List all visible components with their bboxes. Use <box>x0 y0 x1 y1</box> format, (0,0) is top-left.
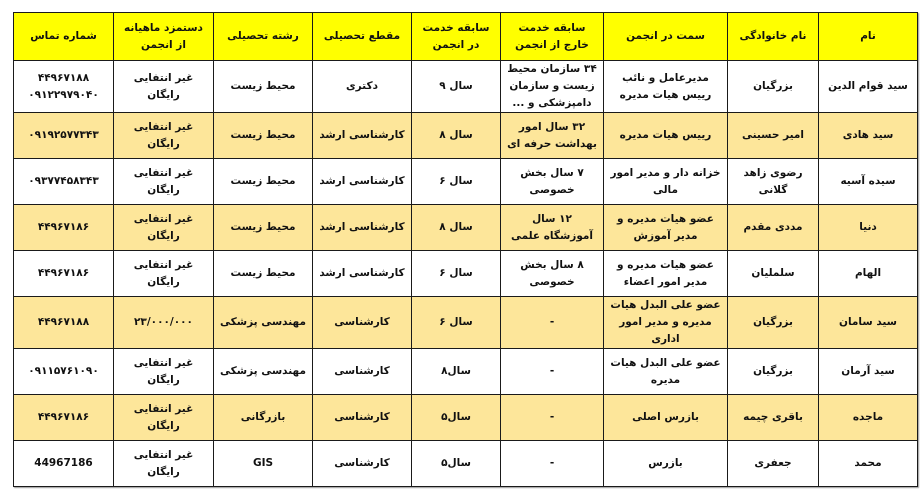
header-first-name: نام <box>819 13 918 61</box>
cell-service-in: سال۸ <box>412 349 501 395</box>
cell-position: عضو هیات مدیره و مدیر امور اعضاء <box>604 251 728 297</box>
cell-last-name: باقری چیمه <box>728 395 819 441</box>
cell-degree: کارشناسی <box>313 395 412 441</box>
cell-position: مدیرعامل و نائب رییس هیات مدیره <box>604 61 728 113</box>
cell-salary: غیر انتفایی رایگان <box>114 349 214 395</box>
table-row <box>14 349 918 395</box>
cell-last-name: امیر حسینی <box>728 113 819 159</box>
cell-field: GIS <box>214 441 313 487</box>
cell-first-name: سید هادی <box>819 113 918 159</box>
cell-position: بازرس اصلی <box>604 395 728 441</box>
header-salary: دستمزد ماهیانه از انجمن <box>114 13 214 61</box>
cell-degree: کارشناسی <box>313 441 412 487</box>
table-row <box>14 395 918 441</box>
cell-phone: ۴۴۹۶۷۱۸۶ <box>14 251 114 297</box>
header-phone: شماره تماس <box>14 13 114 61</box>
cell-degree: دکتری <box>313 61 412 113</box>
cell-service-out: - <box>501 395 604 441</box>
table-row <box>14 441 918 487</box>
cell-service-out: - <box>501 349 604 395</box>
cell-service-out: ۷ سال بخش خصوصی <box>501 159 604 205</box>
cell-service-in: سال۵ <box>412 395 501 441</box>
cell-service-in: سال۵ <box>412 441 501 487</box>
cell-phone: ۰۹۱۹۲۵۷۷۳۴۳ <box>14 113 114 159</box>
cell-first-name: سیده آسیه <box>819 159 918 205</box>
members-table-container <box>13 12 917 487</box>
cell-first-name: ماجده <box>819 395 918 441</box>
cell-degree: کارشناسی <box>313 349 412 395</box>
table-row <box>14 205 918 251</box>
header-position: سمت در انجمن <box>604 13 728 61</box>
cell-service-out: - <box>501 441 604 487</box>
cell-salary: غیر انتفایی رایگان <box>114 251 214 297</box>
cell-phone: ۴۴۹۶۷۱۸۶ <box>14 205 114 251</box>
cell-position: عضو علی البدل هیات مدیره و مدیر امور اداری <box>604 297 728 349</box>
cell-field: بازرگانی <box>214 395 313 441</box>
cell-last-name: بزرگیان <box>728 61 819 113</box>
cell-last-name: سلملیان <box>728 251 819 297</box>
cell-degree: کارشناسی ارشد <box>313 159 412 205</box>
cell-degree: کارشناسی ارشد <box>313 205 412 251</box>
cell-position: رییس هیات مدیره <box>604 113 728 159</box>
cell-phone: ۴۴۹۶۷۱۸۸ ۰۹۱۲۲۹۷۹۰۴۰ <box>14 61 114 113</box>
cell-field: مهندسی پزشکی <box>214 297 313 349</box>
cell-phone: ۰۹۱۱۵۷۶۱۰۹۰ <box>14 349 114 395</box>
header-field: رشته تحصیلی <box>214 13 313 61</box>
header-service-in: سابقه خدمت در انجمن <box>412 13 501 61</box>
cell-first-name: دنیا <box>819 205 918 251</box>
cell-phone: 44967186 <box>14 441 114 487</box>
header-last-name: نام خانوادگی <box>728 13 819 61</box>
table-header-row <box>14 13 918 61</box>
cell-service-in: سال ۶ <box>412 159 501 205</box>
cell-service-in: سال ۸ <box>412 113 501 159</box>
cell-position: عضو علی البدل هیات مدیره <box>604 349 728 395</box>
cell-service-out: ۸ سال بخش خصوصی <box>501 251 604 297</box>
cell-service-out: ۳۲ سال امور بهداشت حرفه ای <box>501 113 604 159</box>
cell-degree: کارشناسی ارشد <box>313 251 412 297</box>
cell-service-out: ۱۲ سال آموزشگاه علمی <box>501 205 604 251</box>
header-degree: مقطع تحصیلی <box>313 13 412 61</box>
table-row <box>14 159 918 205</box>
cell-service-in: سال ۶ <box>412 251 501 297</box>
cell-field: محیط زیست <box>214 61 313 113</box>
cell-field: محیط زیست <box>214 159 313 205</box>
cell-salary: غیر انتفایی رایگان <box>114 61 214 113</box>
cell-service-in: سال ۶ <box>412 297 501 349</box>
cell-first-name: الهام <box>819 251 918 297</box>
table-row <box>14 61 918 113</box>
cell-salary: غیر انتفایی رایگان <box>114 395 214 441</box>
cell-first-name: سید سامان <box>819 297 918 349</box>
cell-salary: غیر انتفایی رایگان <box>114 113 214 159</box>
cell-first-name: سید آرمان <box>819 349 918 395</box>
cell-last-name: مددی مقدم <box>728 205 819 251</box>
cell-position: خزانه دار و مدیر امور مالی <box>604 159 728 205</box>
cell-last-name: بزرگیان <box>728 297 819 349</box>
cell-last-name: رضوی زاهد گلانی <box>728 159 819 205</box>
cell-position: بازرس <box>604 441 728 487</box>
table-row <box>14 297 918 349</box>
cell-first-name: سید قوام الدین <box>819 61 918 113</box>
cell-degree: کارشناسی ارشد <box>313 113 412 159</box>
cell-salary: غیر انتفایی رایگان <box>114 159 214 205</box>
table-row <box>14 113 918 159</box>
cell-position: عضو هیات مدیره و مدیر آموزش <box>604 205 728 251</box>
cell-service-in: سال ۹ <box>412 61 501 113</box>
cell-salary: غیر انتفایی رایگان <box>114 205 214 251</box>
cell-last-name: بزرگیان <box>728 349 819 395</box>
cell-phone: ۰۹۳۷۷۴۵۸۳۴۳ <box>14 159 114 205</box>
cell-salary: ۲۳/۰۰۰/۰۰۰ <box>114 297 214 349</box>
header-service-out: سابقه خدمت خارج از انجمن <box>501 13 604 61</box>
cell-service-out: ۳۴ سازمان محیط زیست و سازمان دامپزشکی و ... <box>501 61 604 113</box>
cell-service-in: سال ۸ <box>412 205 501 251</box>
cell-field: محیط زیست <box>214 251 313 297</box>
cell-last-name: جعفری <box>728 441 819 487</box>
cell-degree: کارشناسی <box>313 297 412 349</box>
cell-salary: غیر انتفایی رایگان <box>114 441 214 487</box>
cell-first-name: محمد <box>819 441 918 487</box>
cell-phone: ۴۴۹۶۷۱۸۸ <box>14 297 114 349</box>
cell-phone: ۴۴۹۶۷۱۸۶ <box>14 395 114 441</box>
cell-service-out: - <box>501 297 604 349</box>
members-table <box>13 12 918 487</box>
table-row <box>14 251 918 297</box>
cell-field: مهندسی پزشکی <box>214 349 313 395</box>
cell-field: محیط زیست <box>214 113 313 159</box>
cell-field: محیط زیست <box>214 205 313 251</box>
